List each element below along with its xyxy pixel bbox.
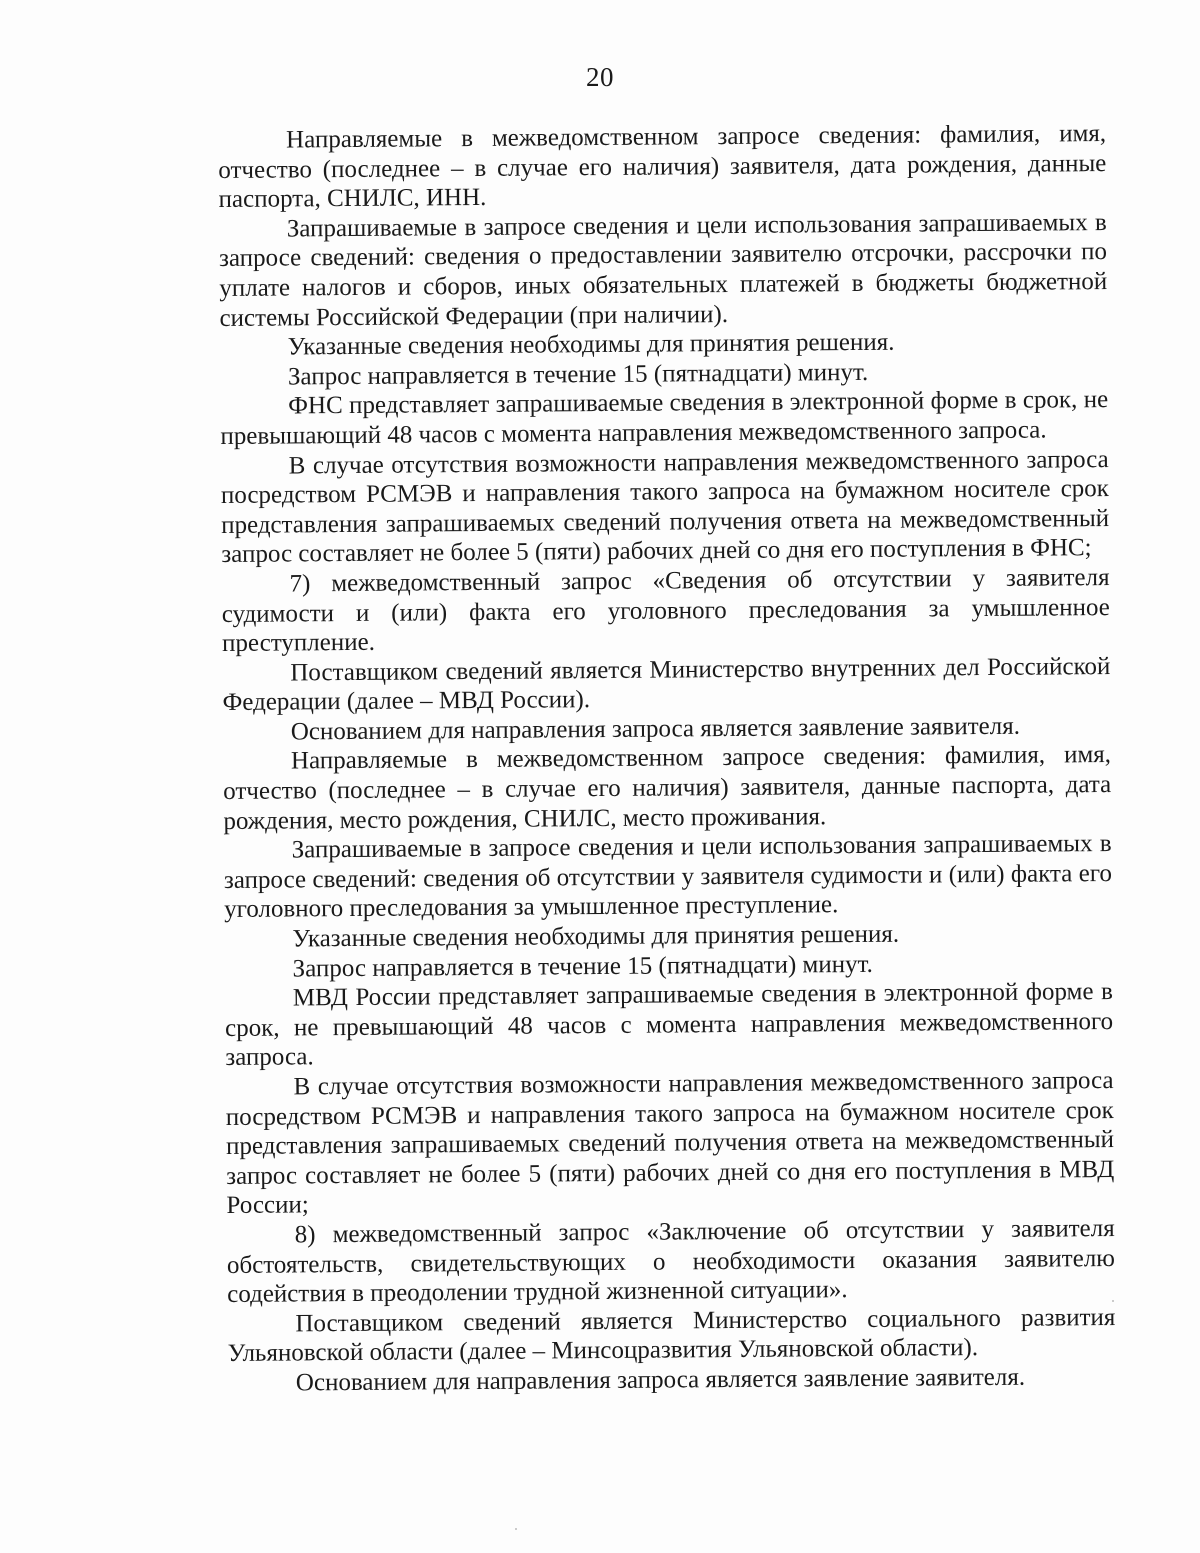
paragraph-9: Основанием для направления запроса является заявление заявителя. <box>290 712 1021 746</box>
paragraph-4: Запрос направляется в течение 15 (пятнадцати) минут. <box>287 358 869 391</box>
paragraph-14: МВД России представляет запрашиваемые сведения в электронной форме в срок, не превышающий 48 часов с момента направления межведомственного запроса. <box>224 978 1114 1072</box>
paragraph-18: Основанием для направления запроса является заявление заявителя. <box>295 1363 1026 1397</box>
paragraph-10: Направляемые в межведомственном запросе сведения: фамилия, имя, отчество (последнее – в случае его наличия) заявителя, данные паспорта, дата рождения, место рождения, СНИЛС, место проживания. <box>223 741 1112 835</box>
scan-speck <box>515 1528 517 1530</box>
document-body <box>218 119 1116 1398</box>
page-number: 20 <box>586 62 614 92</box>
paragraph-15: В случае отсутствия возможности направления межведомственного запроса посредством РСМЭВ и направления такого запроса на бумажном носителе срок представления запрашиваемых сведений получения ответа на межведомственный запрос составляет не более 5 (пяти) рабочих дней со дня его поступления в МВД России; <box>225 1066 1115 1220</box>
paragraph-16: 8) межведомственный запрос «Заключение об отсутствии у заявителя обстоятельств, свидетельствующих о необходимости оказания заявителю содействия в преодолении трудной жизненной ситуации». <box>226 1214 1116 1309</box>
paragraph-13: Запрос направляется в течение 15 (пятнадцати) минут. <box>292 950 873 983</box>
paragraph-11: Запрашиваемые в запросе сведения и цели использования запрашиваемых в запросе сведений: сведения об отсутствии у заявителя судимости и (или) факта его уголовного преследования за умышленное преступление. <box>223 830 1113 924</box>
paragraph-8: Поставщиком сведений является Министерство внутренних дел Российской Федерации (далее – МВД России). <box>222 652 1111 717</box>
paragraph-5: ФНС представляет запрашиваемые сведения в электронной форме в срок, не превышающий 48 часов с момента направления межведомственного запроса. <box>220 386 1109 450</box>
paragraph-7: 7) межведомственный запрос «Сведения об отсутствии у заявителя судимости и (или) факта его уголовного преследования за умышленное преступление. <box>221 563 1110 658</box>
scan-speck <box>1112 1300 1114 1302</box>
paragraph-12: Указанные сведения необходимы для принятия решения. <box>292 920 900 953</box>
paragraph-17: Поставщиком сведений является Министерство социального развития Ульяновской области (далее – Минсоцразвития Ульяновской области). <box>227 1303 1116 1368</box>
paragraph-6: В случае отсутствия возможности направления межведомственного запроса посредством РСМЭВ и направления такого запроса на бумажном носителе срок представления запрашиваемых сведений получения ответа на межведомственный запрос составляет не более 5 (пяти) рабочих дней со дня его поступления в ФНС; <box>220 445 1110 569</box>
paragraph-1: Направляемые в межведомственном запросе сведения: фамилия, имя, отчество (последнее – в случае его наличия) заявителя, дата рождения, данные паспорта, СНИЛС, ИНН. <box>218 120 1107 214</box>
paragraph-3: Указанные сведения необходимы для принятия решения. <box>287 328 895 361</box>
paragraph-2: Запрашиваемые в запросе сведения и цели использования запрашиваемых в запросе сведений: сведения о предоставлении заявителю отсрочки, рассрочки по уплате налогов и сборов, иных обязательных платежей в бюджеты бюджетной системы Российской Федерации (при наличии). <box>218 208 1108 332</box>
